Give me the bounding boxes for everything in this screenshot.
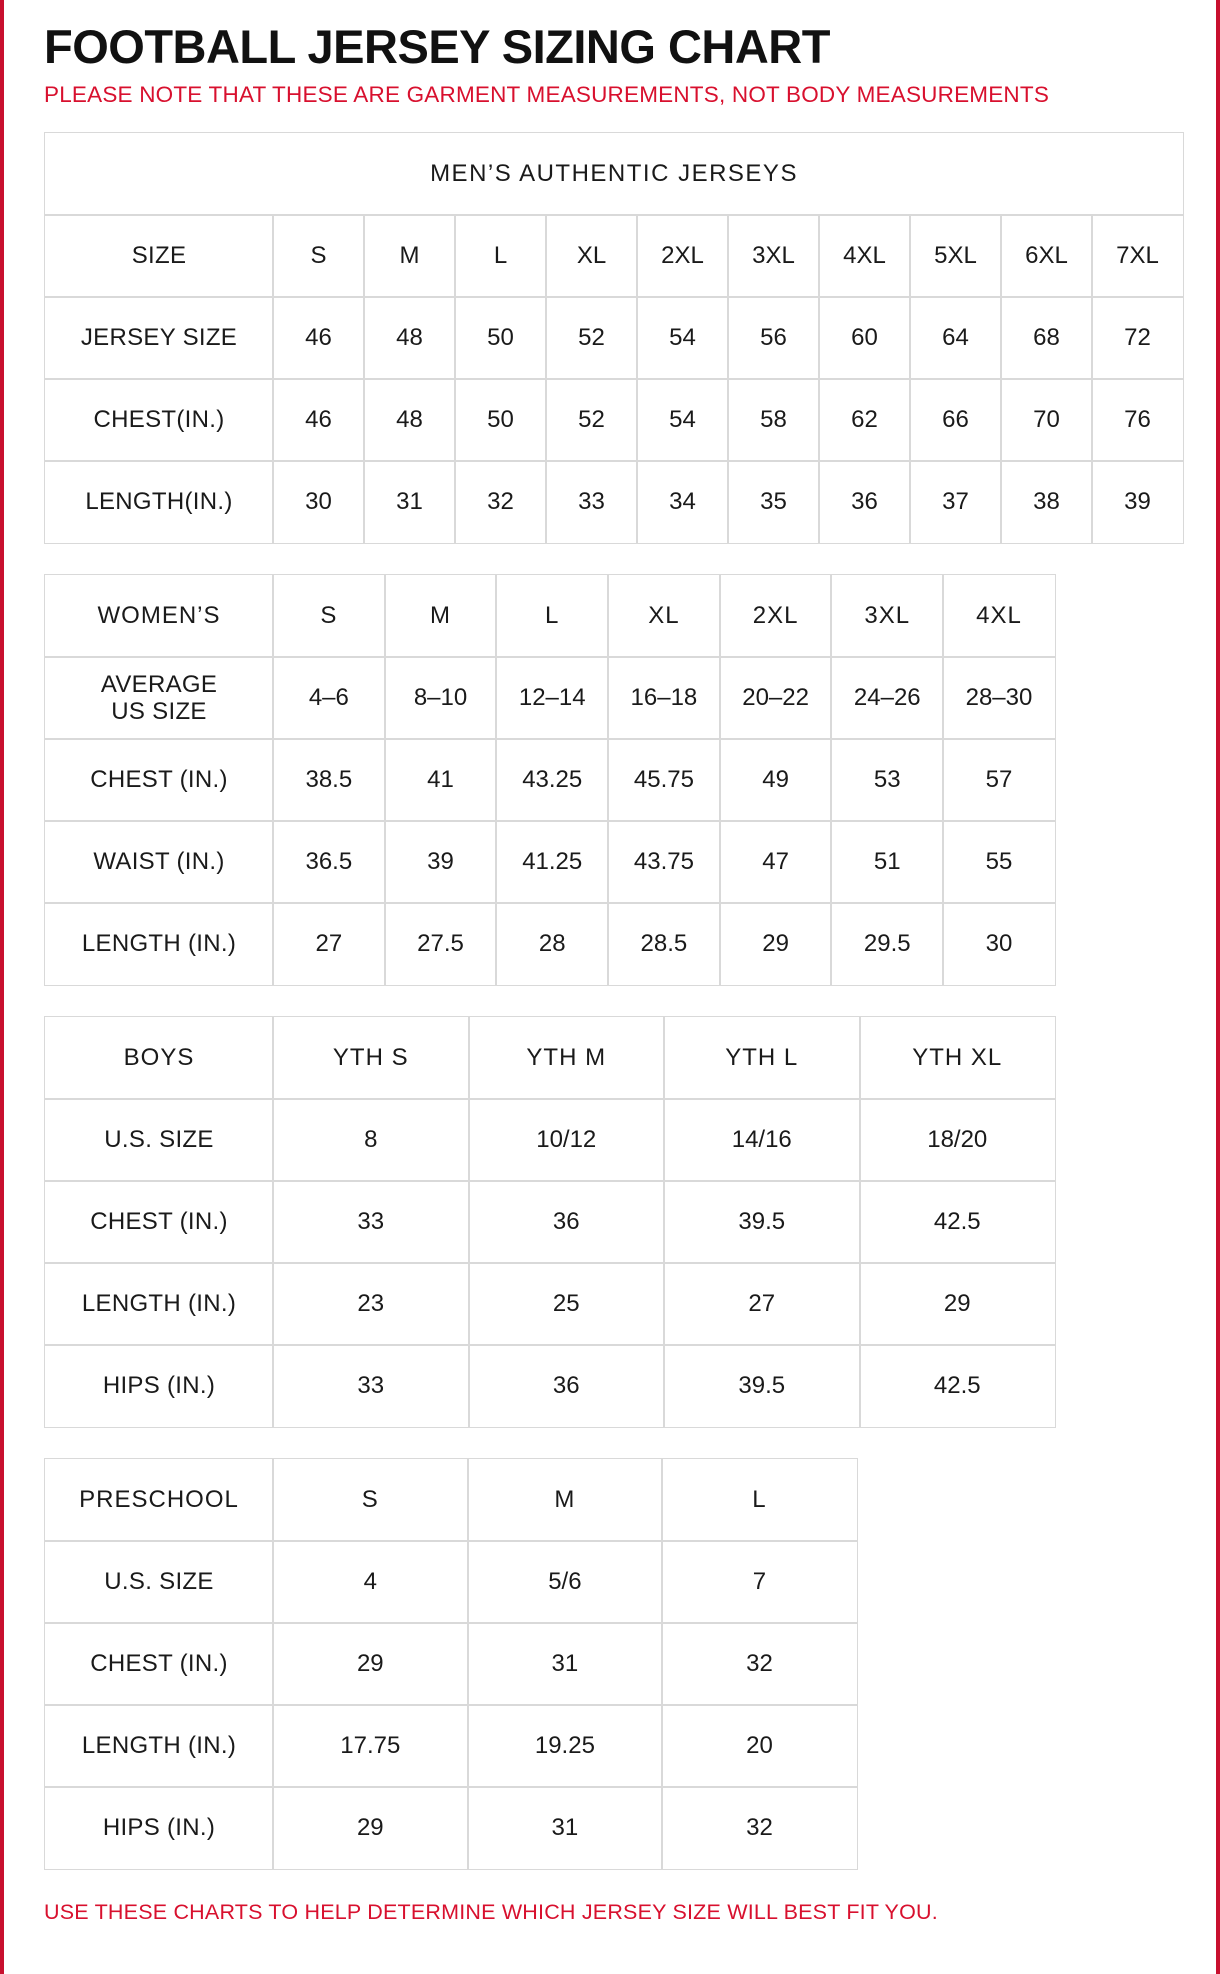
table-row: [45, 379, 1183, 461]
table-cell: 28.5: [608, 903, 720, 985]
table-cell: S: [273, 215, 364, 297]
table-row: [45, 1345, 1055, 1427]
column-header: L: [662, 1459, 857, 1541]
row-label: CHEST (IN.): [45, 1181, 273, 1263]
table-cell: 36: [819, 461, 910, 543]
row-label: HIPS (IN.): [45, 1787, 273, 1869]
table-cell: 33: [546, 461, 637, 543]
table-cell: 37: [910, 461, 1001, 543]
table-row: [45, 1181, 1055, 1263]
table-cell: 20–22: [720, 657, 832, 739]
garment-measurement-note: PLEASE NOTE THAT THESE ARE GARMENT MEASUREMENTS, NOT BODY MEASUREMENTS: [44, 82, 1050, 108]
table-cell: 31: [468, 1623, 663, 1705]
row-label: LENGTH (IN.): [45, 1263, 273, 1345]
table-cell: 54: [637, 297, 728, 379]
footer-note: USE THESE CHARTS TO HELP DETERMINE WHICH JERSEY SIZE WILL BEST FIT YOU.: [44, 1900, 938, 1925]
table-row: [45, 1263, 1055, 1345]
column-header: S: [273, 1459, 468, 1541]
table-cell: 29: [860, 1263, 1056, 1345]
table-cell: 49: [720, 739, 832, 821]
table-cell: 27: [664, 1263, 860, 1345]
table-cell: 39.5: [664, 1345, 860, 1427]
table-cell: 31: [468, 1787, 663, 1869]
table-cell: 46: [273, 297, 364, 379]
table-cell: 28–30: [943, 657, 1055, 739]
preschool-sizing-table: [44, 1458, 858, 1870]
column-header: YTH L: [664, 1017, 860, 1099]
table-cell: 29: [273, 1623, 468, 1705]
table-cell: 30: [943, 903, 1055, 985]
table-cell: 3XL: [728, 215, 819, 297]
table-cell: 4–6: [273, 657, 385, 739]
table-cell: 25: [469, 1263, 665, 1345]
row-label: U.S. SIZE: [45, 1099, 273, 1181]
row-label: SIZE: [45, 215, 273, 297]
table-cell: 32: [455, 461, 546, 543]
table-banner-row: [45, 133, 1183, 215]
table-row: [45, 215, 1183, 297]
table-cell: 33: [273, 1345, 469, 1427]
column-header: YTH S: [273, 1017, 469, 1099]
table-cell: 62: [819, 379, 910, 461]
table-cell: 41: [385, 739, 497, 821]
table-cell: 23: [273, 1263, 469, 1345]
column-header: YTH XL: [860, 1017, 1056, 1099]
table-cell: 68: [1001, 297, 1092, 379]
table-cell: 29: [273, 1787, 468, 1869]
table-cell: 50: [455, 297, 546, 379]
table-cell: 39: [1092, 461, 1183, 543]
table-cell: 50: [455, 379, 546, 461]
row-label: LENGTH (IN.): [45, 903, 273, 985]
table-cell: 72: [1092, 297, 1183, 379]
table-cell: 4: [273, 1541, 468, 1623]
table-cell: 35: [728, 461, 819, 543]
table-cell: 5XL: [910, 215, 1001, 297]
table-cell: 39.5: [664, 1181, 860, 1263]
boys-header-label: BOYS: [45, 1017, 273, 1099]
table-cell: 43.25: [496, 739, 608, 821]
table-cell: 27: [273, 903, 385, 985]
table-cell: 2XL: [637, 215, 728, 297]
table-cell: 51: [831, 821, 943, 903]
table-cell: 57: [943, 739, 1055, 821]
table-cell: 52: [546, 297, 637, 379]
table-cell: L: [455, 215, 546, 297]
table-row: [45, 1099, 1055, 1181]
table-cell: 30: [273, 461, 364, 543]
table-cell: 42.5: [860, 1181, 1056, 1263]
table-cell: 8: [273, 1099, 469, 1181]
column-header: XL: [608, 575, 720, 657]
table-row: [45, 903, 1055, 985]
table-row: [45, 1541, 857, 1623]
table-cell: 38: [1001, 461, 1092, 543]
column-header: YTH M: [469, 1017, 665, 1099]
table-cell: 27.5: [385, 903, 497, 985]
table-cell: 70: [1001, 379, 1092, 461]
row-label: CHEST (IN.): [45, 739, 273, 821]
row-label: JERSEY SIZE: [45, 297, 273, 379]
column-header: M: [468, 1459, 663, 1541]
table-row: [45, 297, 1183, 379]
page-title: FOOTBALL JERSEY SIZING CHART: [44, 20, 830, 73]
table-cell: 36: [469, 1345, 665, 1427]
column-header: 3XL: [831, 575, 943, 657]
table-cell: 42.5: [860, 1345, 1056, 1427]
table-cell: 36: [469, 1181, 665, 1263]
table-cell: 36.5: [273, 821, 385, 903]
table-row: [45, 1623, 857, 1705]
row-label: HIPS (IN.): [45, 1345, 273, 1427]
table-cell: 58: [728, 379, 819, 461]
table-cell: 19.25: [468, 1705, 663, 1787]
table-cell: 48: [364, 379, 455, 461]
table-cell: M: [364, 215, 455, 297]
table-row: [45, 1787, 857, 1869]
table-cell: 56: [728, 297, 819, 379]
table-cell: 45.75: [608, 739, 720, 821]
table-cell: 33: [273, 1181, 469, 1263]
table-cell: XL: [546, 215, 637, 297]
table-cell: 32: [662, 1787, 857, 1869]
table-header-row: [45, 1459, 857, 1541]
table-header-row: [45, 1017, 1055, 1099]
table-cell: 38.5: [273, 739, 385, 821]
column-header: L: [496, 575, 608, 657]
table-cell: 29: [720, 903, 832, 985]
table-cell: 12–14: [496, 657, 608, 739]
table-cell: 24–26: [831, 657, 943, 739]
table-cell: 10/12: [469, 1099, 665, 1181]
row-label: CHEST(IN.): [45, 379, 273, 461]
table-cell: 18/20: [860, 1099, 1056, 1181]
table-cell: 31: [364, 461, 455, 543]
row-label: [45, 657, 273, 739]
table-cell: 48: [364, 297, 455, 379]
row-label: CHEST (IN.): [45, 1623, 273, 1705]
table-row: [45, 821, 1055, 903]
row-label: LENGTH (IN.): [45, 1705, 273, 1787]
table-cell: 7: [662, 1541, 857, 1623]
womens-header-label: WOMEN’S: [45, 575, 273, 657]
table-cell: 46: [273, 379, 364, 461]
column-header: 4XL: [943, 575, 1055, 657]
table-row: [45, 1705, 857, 1787]
table-cell: 6XL: [1001, 215, 1092, 297]
column-header: S: [273, 575, 385, 657]
mens-banner-label: MEN’S AUTHENTIC JERSEYS: [45, 133, 1183, 215]
table-cell: 28: [496, 903, 608, 985]
table-cell: 29.5: [831, 903, 943, 985]
table-cell: 41.25: [496, 821, 608, 903]
table-row: [45, 461, 1183, 543]
table-cell: 64: [910, 297, 1001, 379]
row-label-line2: US SIZE: [111, 698, 207, 726]
table-cell: 66: [910, 379, 1001, 461]
table-cell: 60: [819, 297, 910, 379]
womens-sizing-table: [44, 574, 1056, 986]
row-label: WAIST (IN.): [45, 821, 273, 903]
table-row: [45, 657, 1055, 739]
table-cell: 34: [637, 461, 728, 543]
row-label-line1: AVERAGE: [100, 670, 218, 698]
table-cell: 52: [546, 379, 637, 461]
table-cell: 47: [720, 821, 832, 903]
table-cell: 76: [1092, 379, 1183, 461]
column-header: 2XL: [720, 575, 832, 657]
table-cell: 54: [637, 379, 728, 461]
table-cell: 39: [385, 821, 497, 903]
table-cell: 32: [662, 1623, 857, 1705]
table-cell: 7XL: [1092, 215, 1183, 297]
table-cell: 4XL: [819, 215, 910, 297]
mens-authentic-jerseys-table: [44, 132, 1184, 544]
table-cell: 5/6: [468, 1541, 663, 1623]
table-cell: 17.75: [273, 1705, 468, 1787]
table-cell: 16–18: [608, 657, 720, 739]
table-row: [45, 739, 1055, 821]
table-cell: 14/16: [664, 1099, 860, 1181]
table-header-row: [45, 575, 1055, 657]
row-label: LENGTH(IN.): [45, 461, 273, 543]
table-cell: 55: [943, 821, 1055, 903]
table-cell: 53: [831, 739, 943, 821]
row-label: U.S. SIZE: [45, 1541, 273, 1623]
table-cell: 43.75: [608, 821, 720, 903]
table-cell: 8–10: [385, 657, 497, 739]
table-cell: 20: [662, 1705, 857, 1787]
boys-sizing-table: [44, 1016, 1056, 1428]
preschool-header-label: PRESCHOOL: [45, 1459, 273, 1541]
column-header: M: [385, 575, 497, 657]
